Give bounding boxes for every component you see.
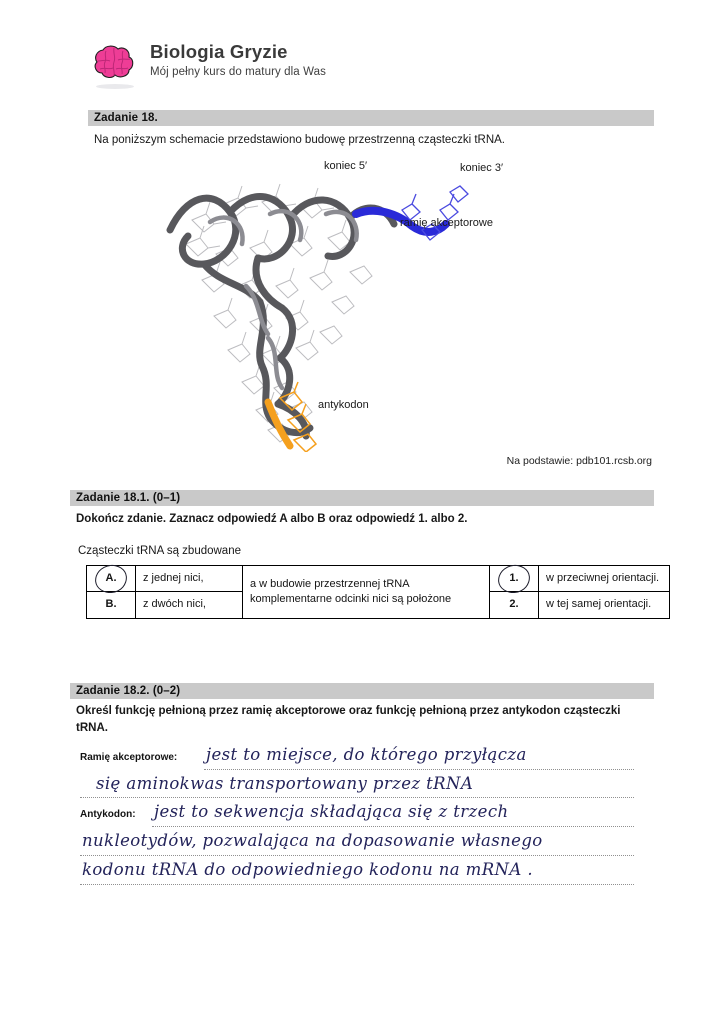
figure-source: Na podstawie: pdb101.rcsb.org	[506, 455, 652, 467]
subtask1-header-label: Zadanie 18.1. (0–1)	[76, 492, 181, 504]
logo-shadow	[96, 84, 134, 89]
acceptor-arm-shape	[356, 186, 468, 240]
table-row	[87, 566, 670, 592]
answer-label-acceptor-arm: Ramię akceptorowe:	[80, 752, 178, 763]
subtask2-header-label: Zadanie 18.2. (0–2)	[76, 685, 181, 697]
handwritten-answer-line: kodonu tRNA do odpowiedniego kodonu na mRNA .	[82, 860, 533, 879]
brand-header	[92, 38, 326, 82]
answer-label-anticodon: Antykodon:	[80, 809, 136, 820]
label-acceptor-arm: ramię akceptorowe	[400, 217, 493, 229]
option-number-1-cell[interactable]	[490, 566, 539, 592]
table-middle-stem: a w budowie przestrzennej tRNA komplementarne odcinki nici są położone	[243, 566, 490, 619]
option-text-a[interactable]: z jednej nici,	[136, 566, 243, 592]
answer-table	[86, 565, 670, 619]
option-letter-a-cell[interactable]	[87, 566, 136, 592]
brand-subtitle: Mój pełny kurs do matury dla Was	[150, 66, 326, 79]
task-intro-text: Na poniższym schemacie przedstawiono budowę przestrzenną cząsteczki tRNA.	[94, 134, 505, 146]
option-letter-b: B.	[105, 598, 117, 611]
handwritten-answer-line: jest to miejsce, do którego przyłącza	[206, 745, 527, 764]
brand-title: Biologia Gryzie	[150, 41, 288, 62]
task-header-bar	[88, 110, 654, 126]
subtask1-instruction: Dokończ zdanie. Zaznacz odpowiedź A albo B oraz odpowiedź 1. albo 2.	[76, 513, 468, 525]
option-letter-a: A.	[105, 572, 117, 584]
label-five-prime: koniec 5′	[324, 160, 368, 172]
option-number-2: 2.	[509, 598, 519, 611]
subtask2-header-bar	[70, 683, 654, 699]
subtask1-stem: Cząsteczki tRNA są zbudowane	[78, 545, 241, 557]
answer-rule	[80, 796, 634, 798]
answer-rule	[80, 854, 634, 856]
answer-rule	[204, 768, 634, 770]
brain-icon	[92, 40, 136, 82]
option-text-b[interactable]: z dwóch nici,	[136, 592, 243, 618]
handwritten-answer-line: jest to sekwencja składająca się z trzech	[154, 802, 509, 821]
handwritten-answer-line: się aminokwas transportowany przez tRNA	[96, 774, 474, 793]
option-number-2-cell[interactable]	[490, 592, 539, 618]
anticodon-shape	[268, 382, 316, 452]
answer-rule	[80, 883, 634, 885]
subtask2-instruction: Określ funkcję pełnioną przez ramię akceptorowe oraz funkcję pełnioną przez antykodon cząsteczki tRNA.	[76, 705, 621, 734]
task-header-label: Zadanie 18.	[94, 112, 158, 124]
trna-figure	[150, 152, 570, 452]
option-number-1: 1.	[509, 572, 519, 584]
label-anticodon: antykodon	[318, 399, 369, 411]
label-three-prime: koniec 3′	[460, 162, 504, 174]
option-text-1[interactable]: w przeciwnej orientacji.	[539, 566, 670, 592]
option-letter-b-cell[interactable]	[87, 592, 136, 618]
subtask1-header-bar	[70, 490, 654, 506]
brand-text-block	[150, 38, 326, 78]
handwritten-answer-line: nukleotydów, pozwalająca na dopasowanie własnego	[82, 831, 543, 850]
answer-rule	[152, 825, 634, 827]
option-text-2[interactable]: w tej samej orientacji.	[539, 592, 670, 618]
